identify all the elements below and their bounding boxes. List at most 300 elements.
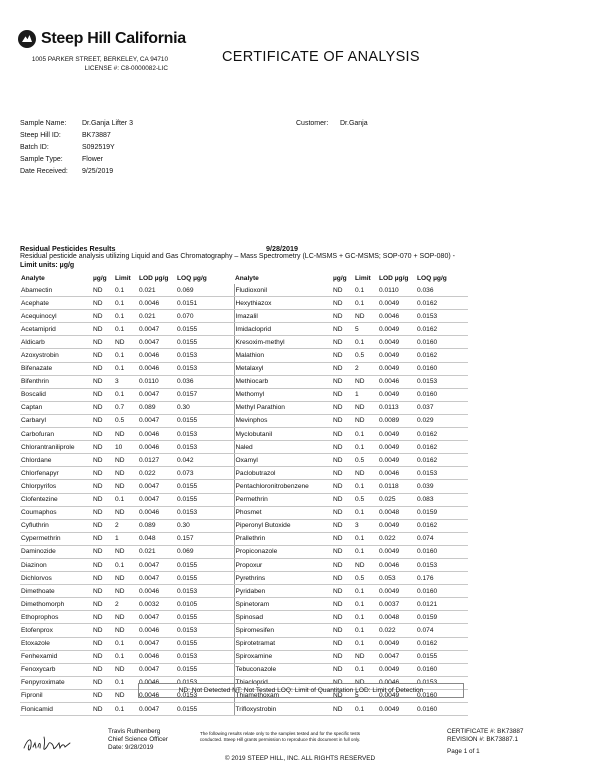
value-cell: 0.0153 — [416, 558, 468, 571]
value-cell: 0.1 — [354, 297, 378, 310]
value-cell: 0.0047 — [138, 572, 176, 585]
value-cell: 0.1 — [354, 428, 378, 441]
value-cell: ND — [354, 310, 378, 323]
value-cell: ND — [114, 506, 138, 519]
analyte-cell: Methiocarb — [234, 375, 332, 388]
analyte-cell: Thiacloprid — [234, 676, 332, 689]
table-row — [20, 480, 468, 493]
certificate-info — [447, 728, 523, 744]
company-address: 1005 PARKER STREET, BERKELEY, CA 94710 — [31, 56, 168, 63]
value-cell: ND — [92, 414, 114, 427]
table-row — [20, 637, 468, 650]
value-cell: 0.1 — [354, 637, 378, 650]
value-cell: 0.0105 — [176, 598, 234, 611]
analyte-cell: Acephate — [20, 297, 92, 310]
value-cell: 0.0160 — [416, 362, 468, 375]
value-cell: 0.0153 — [416, 467, 468, 480]
value-cell: 0.0047 — [138, 703, 176, 716]
analyte-cell: Naled — [234, 441, 332, 454]
value-cell: 0.0046 — [138, 624, 176, 637]
analyte-cell: Carbaryl — [20, 414, 92, 427]
value-cell: 0.30 — [176, 401, 234, 414]
value-cell: 1 — [114, 532, 138, 545]
value-cell: 0.1 — [354, 585, 378, 598]
value-cell: 0.0049 — [378, 637, 416, 650]
analyte-cell: Fipronil — [20, 689, 92, 702]
value-cell: 0.1 — [354, 336, 378, 349]
value-cell: ND — [92, 663, 114, 676]
value-cell: 0.0155 — [176, 611, 234, 624]
value-cell: 0.0049 — [378, 297, 416, 310]
value-cell: ND — [92, 493, 114, 506]
analyte-cell: Kresoxim-methyl — [234, 336, 332, 349]
value-cell: 0.0048 — [378, 611, 416, 624]
value-cell: 0.0155 — [176, 323, 234, 336]
value-cell: 0.0153 — [176, 624, 234, 637]
analyte-cell: Trifloxystrobin — [234, 703, 332, 716]
value-cell: ND — [332, 650, 354, 663]
analyte-cell: Etofenprox — [20, 624, 92, 637]
value-cell: 0.0037 — [378, 598, 416, 611]
value-cell: 0.0155 — [416, 650, 468, 663]
value-cell: ND — [92, 401, 114, 414]
analyte-cell: Dimethoate — [20, 585, 92, 598]
value-cell: 0.1 — [114, 310, 138, 323]
value-cell: 2 — [354, 362, 378, 375]
value-cell: 0.5 — [114, 414, 138, 427]
value-cell: 0.0046 — [378, 375, 416, 388]
value-cell: 0.0162 — [416, 637, 468, 650]
value-cell: 0.1 — [354, 480, 378, 493]
analyte-cell: Imidacloprid — [234, 323, 332, 336]
analyte-cell: Ethoprophos — [20, 611, 92, 624]
value-cell: ND — [114, 585, 138, 598]
value-cell: 0.1 — [114, 676, 138, 689]
analyte-cell: Permethrin — [234, 493, 332, 506]
value-cell: ND — [92, 323, 114, 336]
value-cell: 0.0162 — [416, 428, 468, 441]
value-cell: 0.0046 — [138, 297, 176, 310]
analyte-cell: Diazinon — [20, 558, 92, 571]
value-cell: ND — [332, 310, 354, 323]
value-cell: ND — [114, 611, 138, 624]
value-cell: ND — [92, 650, 114, 663]
value-cell: ND — [354, 650, 378, 663]
results-heading: Residual Pesticides Results — [20, 244, 116, 253]
analyte-cell: Abamectin — [20, 284, 92, 297]
analyte-cell: Flonicamid — [20, 703, 92, 716]
value-cell: ND — [332, 545, 354, 558]
value-cell: 5 — [354, 323, 378, 336]
analyte-cell: Spiromesifen — [234, 624, 332, 637]
table-row — [20, 519, 468, 532]
value-cell: 0.0110 — [138, 375, 176, 388]
certificate-number: CERTIFICATE #: BK73887 — [447, 728, 524, 735]
analyte-cell: Etoxazole — [20, 637, 92, 650]
analyte-cell: Phosmet — [234, 506, 332, 519]
value-cell: 0.176 — [416, 572, 468, 585]
value-cell: 0.039 — [416, 480, 468, 493]
analyte-cell: Fenpyroximate — [20, 676, 92, 689]
value-cell: ND — [92, 572, 114, 585]
value-cell: 0.1 — [114, 637, 138, 650]
table-row — [20, 310, 468, 323]
value-cell: ND — [332, 598, 354, 611]
value-cell: ND — [92, 611, 114, 624]
analyte-cell: Cypermethrin — [20, 532, 92, 545]
method-description — [20, 253, 470, 270]
column-header: LOQ µg/g — [417, 275, 447, 282]
results-date: 9/28/2019 — [266, 244, 298, 253]
value-cell: 0.083 — [416, 493, 468, 506]
analyte-cell: Mevinphos — [234, 414, 332, 427]
customer-value: Dr.Ganja — [340, 120, 368, 127]
table-row — [20, 545, 468, 558]
value-cell: 0.029 — [416, 414, 468, 427]
mountain-logo-icon — [18, 30, 36, 48]
analyte-cell: Captan — [20, 401, 92, 414]
value-cell: 0.0155 — [176, 336, 234, 349]
column-header: LOD µg/g — [379, 275, 409, 282]
value-cell: 0.0047 — [138, 480, 176, 493]
value-cell: 0.069 — [176, 284, 234, 297]
analyte-cell: Chlordane — [20, 454, 92, 467]
analyte-cell: Coumaphos — [20, 506, 92, 519]
table-row — [20, 349, 468, 362]
table-row — [20, 441, 468, 454]
value-cell: 0.0049 — [378, 388, 416, 401]
sample-type-value: Flower — [82, 156, 104, 163]
value-cell: 0.1 — [114, 703, 138, 716]
table-row — [20, 703, 468, 716]
sample-type-row — [20, 154, 250, 166]
customer-label: Customer: — [296, 120, 329, 127]
value-cell: 0.0162 — [416, 454, 468, 467]
value-cell: 0.021 — [138, 284, 176, 297]
value-cell: ND — [92, 284, 114, 297]
value-cell: 0.1 — [114, 297, 138, 310]
value-cell: ND — [332, 284, 354, 297]
value-cell: ND — [332, 428, 354, 441]
value-cell: ND — [92, 506, 114, 519]
value-cell: 0.1 — [354, 532, 378, 545]
value-cell: 0.069 — [176, 545, 234, 558]
value-cell: 0.0049 — [378, 323, 416, 336]
value-cell: 0.1 — [354, 441, 378, 454]
analyte-cell: Cyfluthrin — [20, 519, 92, 532]
table-row — [20, 493, 468, 506]
value-cell: 0.0113 — [378, 401, 416, 414]
signer-name: Travis Ruthenberg — [108, 728, 161, 735]
analyte-cell: Thiamethoxam — [234, 689, 332, 702]
value-cell: 0.0160 — [416, 703, 468, 716]
value-cell: 0.0153 — [416, 375, 468, 388]
analyte-cell: Pentachloronitrobenzene — [234, 480, 332, 493]
value-cell: 0.1 — [114, 349, 138, 362]
analyte-cell: Acetamiprid — [20, 323, 92, 336]
value-cell: ND — [92, 467, 114, 480]
value-cell: 3 — [354, 519, 378, 532]
value-cell: 0.0046 — [378, 310, 416, 323]
date-received-row — [20, 166, 250, 178]
value-cell: 2 — [114, 519, 138, 532]
value-cell: 0.0049 — [378, 454, 416, 467]
sample-info — [20, 118, 250, 182]
analyte-cell: Clofentezine — [20, 493, 92, 506]
analyte-cell: Tebuconazole — [234, 663, 332, 676]
table-header-row — [20, 273, 468, 284]
value-cell: 10 — [114, 441, 138, 454]
analyte-cell: Chlorpyrifos — [20, 480, 92, 493]
value-cell: 0.5 — [354, 572, 378, 585]
value-cell: ND — [332, 558, 354, 571]
value-cell: 0.0153 — [176, 676, 234, 689]
value-cell: 0.0162 — [416, 441, 468, 454]
value-cell: ND — [114, 336, 138, 349]
value-cell: ND — [332, 637, 354, 650]
analyte-cell: Spirotetramat — [234, 637, 332, 650]
value-cell: 0.0049 — [378, 336, 416, 349]
value-cell: 0.0046 — [138, 441, 176, 454]
value-cell: 0.5 — [354, 454, 378, 467]
value-cell: 0.0048 — [378, 506, 416, 519]
value-cell: 0.022 — [378, 532, 416, 545]
value-cell: 0.0155 — [176, 703, 234, 716]
analyte-cell: Bifenthrin — [20, 375, 92, 388]
value-cell: 0.1 — [114, 323, 138, 336]
sample-name-row — [20, 118, 250, 130]
analyte-cell: Methyl Parathion — [234, 401, 332, 414]
value-cell: ND — [332, 375, 354, 388]
value-cell: ND — [332, 624, 354, 637]
value-cell: 0.042 — [176, 454, 234, 467]
value-cell: 0.073 — [176, 467, 234, 480]
column-header: Limit — [355, 275, 371, 282]
value-cell: 0.1 — [354, 506, 378, 519]
value-cell: ND — [92, 362, 114, 375]
value-cell: 0.0155 — [176, 480, 234, 493]
value-cell: 0.0046 — [138, 689, 176, 702]
value-cell: 0.1 — [354, 663, 378, 676]
pesticides-table — [20, 273, 468, 716]
value-cell: 0.1 — [354, 284, 378, 297]
legend-box: ND: Not Detected NT: Not Tested LOQ: Limit of Quantitation LOD: Limit of Detection — [138, 683, 464, 698]
value-cell: ND — [92, 598, 114, 611]
table-row — [20, 297, 468, 310]
value-cell: 0.037 — [416, 401, 468, 414]
value-cell: ND — [332, 519, 354, 532]
date-received-value: 9/25/2019 — [82, 168, 114, 175]
value-cell: 0.1 — [354, 703, 378, 716]
value-cell: ND — [354, 676, 378, 689]
value-cell: 0.0118 — [378, 480, 416, 493]
value-cell: 0.0160 — [416, 689, 468, 702]
value-cell: 0.0151 — [176, 297, 234, 310]
company-logo — [18, 30, 186, 48]
value-cell: ND — [332, 663, 354, 676]
value-cell: 0.0046 — [138, 428, 176, 441]
value-cell: 0.0046 — [138, 650, 176, 663]
analyte-cell: Imazalil — [234, 310, 332, 323]
value-cell: ND — [114, 572, 138, 585]
column-header: Analyte — [235, 275, 259, 282]
value-cell: ND — [92, 336, 114, 349]
value-cell: ND — [92, 349, 114, 362]
value-cell: 0.025 — [378, 493, 416, 506]
column-header: LOD µg/g — [139, 275, 169, 282]
value-cell: 0.0153 — [176, 349, 234, 362]
value-cell: ND — [92, 703, 114, 716]
table-row — [20, 428, 468, 441]
value-cell: 0.036 — [176, 375, 234, 388]
value-cell: 0.1 — [114, 558, 138, 571]
value-cell: 0.0153 — [416, 676, 468, 689]
signer-block — [108, 728, 168, 751]
value-cell: 0.0153 — [176, 585, 234, 598]
value-cell: 0.0047 — [138, 336, 176, 349]
value-cell: 0.0049 — [378, 428, 416, 441]
sample-name-label: Sample Name: — [20, 120, 67, 127]
signature-image — [22, 734, 80, 754]
value-cell: 0.0049 — [378, 663, 416, 676]
table-row — [20, 362, 468, 375]
value-cell: 0.0127 — [138, 454, 176, 467]
analyte-cell: Fenoxycarb — [20, 663, 92, 676]
table-row — [20, 663, 468, 676]
value-cell: 0.0049 — [378, 362, 416, 375]
page-title: CERTIFICATE OF ANALYSIS — [222, 49, 420, 65]
value-cell: ND — [332, 297, 354, 310]
value-cell: ND — [332, 454, 354, 467]
value-cell: 0.0049 — [378, 545, 416, 558]
value-cell: 3 — [114, 375, 138, 388]
value-cell: ND — [332, 532, 354, 545]
value-cell: ND — [92, 388, 114, 401]
value-cell: 0.0047 — [138, 493, 176, 506]
value-cell: 0.0159 — [416, 611, 468, 624]
value-cell: ND — [114, 480, 138, 493]
analyte-cell: Metalaxyl — [234, 362, 332, 375]
value-cell: 0.021 — [138, 310, 176, 323]
analyte-cell: Myclobutanil — [234, 428, 332, 441]
value-cell: 0.0155 — [176, 637, 234, 650]
value-cell: ND — [92, 545, 114, 558]
value-cell: ND — [332, 703, 354, 716]
value-cell: ND — [332, 414, 354, 427]
copyright: © 2019 STEEP HILL, INC. ALL RIGHTS RESERVED — [224, 755, 376, 762]
value-cell: ND — [114, 663, 138, 676]
analyte-cell: Pyridaben — [234, 585, 332, 598]
company-address-block — [20, 56, 168, 73]
table-row — [20, 650, 468, 663]
value-cell: 0.053 — [378, 572, 416, 585]
analyte-cell: Dichlorvos — [20, 572, 92, 585]
value-cell: 0.0047 — [138, 663, 176, 676]
value-cell: ND — [114, 428, 138, 441]
batch-id-row — [20, 142, 250, 154]
column-header: Analyte — [21, 275, 45, 282]
value-cell: ND — [332, 401, 354, 414]
page-number: Page 1 of 1 — [447, 748, 480, 755]
value-cell: ND — [332, 467, 354, 480]
value-cell: 0.0046 — [138, 362, 176, 375]
value-cell: 0.0046 — [378, 467, 416, 480]
brand-name: Steep Hill California — [41, 30, 186, 47]
value-cell: ND — [114, 689, 138, 702]
method-text: Residual pesticide analysis utilizing Liquid and Gas Chromatography – Mass Spectrometry (LC-MSMS + GC-MSMS; SOP-070 + SOP-080) - — [20, 253, 455, 260]
value-cell: 0.0159 — [416, 506, 468, 519]
value-cell: ND — [92, 676, 114, 689]
value-cell: ND — [92, 585, 114, 598]
value-cell: 0.0155 — [176, 572, 234, 585]
value-cell: ND — [332, 611, 354, 624]
value-cell: 0.7 — [114, 401, 138, 414]
value-cell: 0.5 — [354, 493, 378, 506]
value-cell: 0.1 — [354, 611, 378, 624]
column-header: LOQ µg/g — [177, 275, 207, 282]
value-cell: ND — [92, 624, 114, 637]
customer-info — [296, 118, 456, 130]
analyte-cell: Prallethrin — [234, 532, 332, 545]
value-cell: 0.089 — [138, 519, 176, 532]
column-header: µg/g — [93, 275, 107, 282]
value-cell: 0.089 — [138, 401, 176, 414]
value-cell: ND — [114, 624, 138, 637]
disclaimer: The following results relate only to the samples tested and for the specific tests conducted. Steep Hill grants permission to reproduce this document in full only. — [199, 731, 361, 742]
value-cell: ND — [332, 676, 354, 689]
analyte-cell: Hexythiazox — [234, 297, 332, 310]
value-cell: 0.0047 — [378, 650, 416, 663]
value-cell: 0.0162 — [416, 519, 468, 532]
analyte-cell: Fludioxonil — [234, 284, 332, 297]
value-cell: ND — [92, 441, 114, 454]
value-cell: 0.0155 — [176, 558, 234, 571]
limit-units: Limit units: µg/g — [20, 261, 75, 269]
analyte-cell: Bifenazate — [20, 362, 92, 375]
analyte-cell: Spinosad — [234, 611, 332, 624]
value-cell: ND — [332, 493, 354, 506]
value-cell: 0.0160 — [416, 585, 468, 598]
value-cell: ND — [354, 558, 378, 571]
date-received-label: Date Received: — [20, 168, 68, 175]
batch-id-label: Batch ID: — [20, 144, 49, 151]
value-cell: 0.0046 — [138, 506, 176, 519]
value-cell: 0.0049 — [378, 441, 416, 454]
column-header: µg/g — [333, 275, 347, 282]
value-cell: ND — [354, 467, 378, 480]
value-cell: 0.0160 — [416, 336, 468, 349]
value-cell: ND — [332, 585, 354, 598]
value-cell: 0.0153 — [176, 362, 234, 375]
table-row — [20, 506, 468, 519]
analyte-cell: Dimethomorph — [20, 598, 92, 611]
value-cell: ND — [332, 689, 354, 702]
value-cell: ND — [332, 480, 354, 493]
value-cell: 0.0155 — [176, 493, 234, 506]
steep-hill-id-row — [20, 130, 250, 142]
value-cell: ND — [92, 558, 114, 571]
value-cell: 0.0047 — [138, 414, 176, 427]
value-cell: 0.0155 — [176, 414, 234, 427]
value-cell: 0.0089 — [378, 414, 416, 427]
value-cell: 0.036 — [416, 284, 468, 297]
value-cell: 0.0162 — [416, 297, 468, 310]
value-cell: 0.1 — [114, 493, 138, 506]
steep-hill-id-label: Steep Hill ID: — [20, 132, 61, 139]
sample-name-value: Dr.Ganja Lifter 3 — [82, 120, 133, 127]
sample-type-label: Sample Type: — [20, 156, 63, 163]
value-cell: 0.0049 — [378, 689, 416, 702]
